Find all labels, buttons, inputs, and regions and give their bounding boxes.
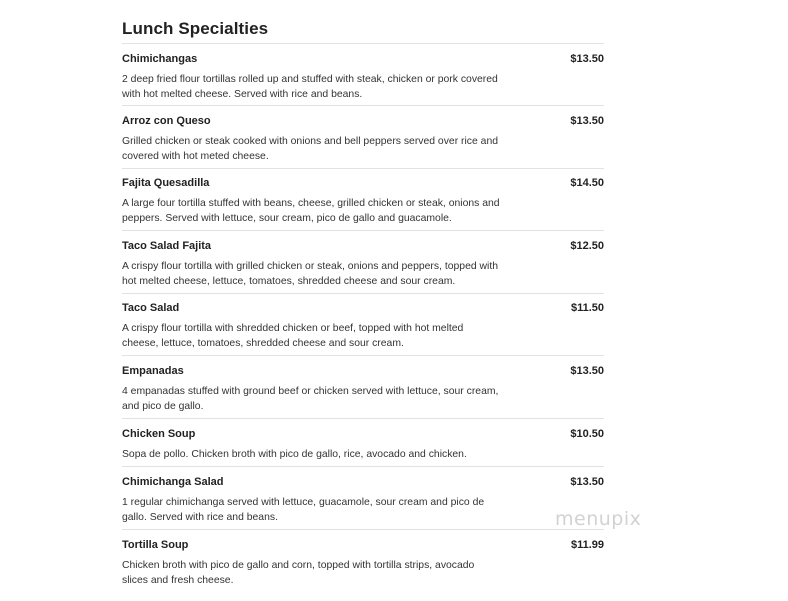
item-name: Empanadas <box>122 365 184 377</box>
divider <box>122 466 604 467</box>
item-name: Chicken Soup <box>122 428 196 440</box>
item-price: $13.50 <box>570 365 604 377</box>
item-description: A large four tortilla stuffed with beans, cheese, grilled chicken or steak, onions and peppers. Served with lettuce, sour cream, pico de gallo and guacamole. <box>122 198 500 224</box>
item-description: A crispy flour tortilla with grilled chicken or steak, onions and peppers, topped with hot melted cheese, lettuce, tomatoes, shredded cheese and sour cream. <box>122 261 498 287</box>
item-price: $14.50 <box>570 177 604 189</box>
menu-item-chimichanga-salad <box>122 476 604 525</box>
item-name: Tortilla Soup <box>122 539 189 551</box>
item-description: 4 empanadas stuffed with ground beef or chicken served with lettuce, sour cream, and pico de gallo. <box>122 386 499 412</box>
item-name: Chimichangas <box>122 53 198 65</box>
section-title: Lunch Specialties <box>122 19 269 38</box>
item-price: $13.50 <box>570 53 604 65</box>
item-name: Fajita Quesadilla <box>122 177 210 189</box>
item-name: Taco Salad Fajita <box>122 240 212 252</box>
item-description: A crispy flour tortilla with shredded chicken or beef, topped with hot melted cheese, lettuce, tomatoes, shredded cheese and sour cream. <box>122 323 464 349</box>
divider <box>122 168 604 169</box>
item-description: Sopa de pollo. Chicken broth with pico de gallo, rice, avocado and chicken. <box>122 449 467 460</box>
divider <box>122 355 604 356</box>
item-description: Grilled chicken or steak cooked with onions and bell peppers served over rice and covered with hot meted cheese. <box>122 136 499 162</box>
item-price: $13.50 <box>570 115 604 127</box>
item-price: $10.50 <box>570 428 604 440</box>
item-price: $13.50 <box>570 476 604 488</box>
divider <box>122 105 604 106</box>
item-description: Chicken broth with pico de gallo and corn, topped with tortilla strips, avocado slices and fresh cheese. <box>122 560 475 586</box>
item-name: Taco Salad <box>122 302 180 314</box>
item-name: Arroz con Queso <box>122 115 211 127</box>
menu-item-empanadas <box>122 365 604 414</box>
divider <box>122 43 604 44</box>
item-price: $11.99 <box>570 539 604 551</box>
item-description: 1 regular chimichanga served with lettuce, guacamole, sour cream and pico de gallo. Served with rice and beans. <box>122 497 485 523</box>
divider <box>122 230 604 231</box>
item-price: $12.50 <box>570 240 604 252</box>
menu-item-taco-salad <box>122 302 604 351</box>
menu-item-tortilla-soup <box>122 539 604 588</box>
menu-item-fajita-quesadilla <box>122 177 604 226</box>
divider <box>122 293 604 294</box>
divider <box>122 418 604 419</box>
menu-item-chicken-soup <box>122 428 604 462</box>
menupix-watermark: menupix <box>555 508 642 530</box>
divider <box>122 529 604 530</box>
menu-item-chimichangas <box>122 53 604 102</box>
item-name: Chimichanga Salad <box>122 476 224 488</box>
menu-item-arroz-con-queso <box>122 115 604 164</box>
item-description: 2 deep fried flour tortillas rolled up and stuffed with steak, chicken or pork covered with hot melted cheese. Served with rice and beans. <box>122 74 498 100</box>
menu-item-taco-salad-fajita <box>122 240 604 289</box>
item-price: $11.50 <box>570 302 604 314</box>
